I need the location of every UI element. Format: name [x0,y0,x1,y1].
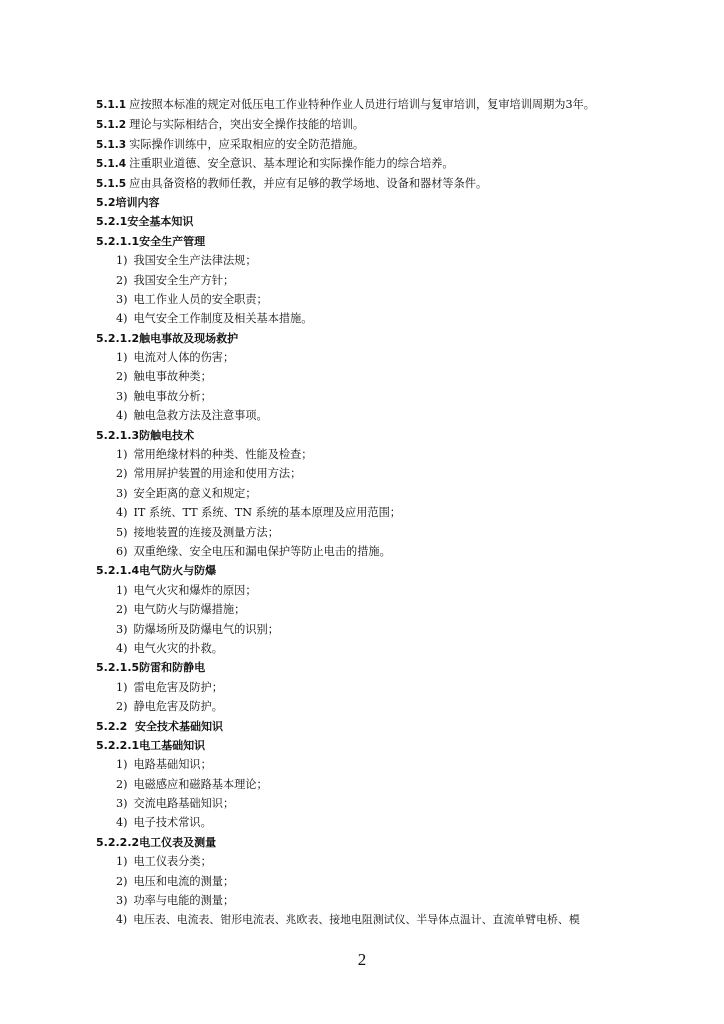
list-item [96,484,636,503]
list-item-text: 电气火灾的扑救。 [133,641,223,655]
page-number: 2 [357,950,367,969]
list-item [96,755,636,774]
list-marker: 5) [116,525,128,539]
list-marker: 3) [116,486,128,500]
list-marker: 3) [116,622,128,636]
list-marker: 3) [116,292,128,306]
list-item [96,872,636,891]
list-item [96,852,636,871]
list-item-text: 静电危害及防护。 [133,700,223,714]
clause-number: 5.1.3 [96,138,127,151]
list-item-text: 电气安全工作制度及相关基本措施。 [133,312,313,326]
list-marker: 1) [116,855,128,869]
list-item [96,620,636,639]
principle-5-1-2 [96,115,636,134]
list-item [96,910,636,929]
list-item [96,600,636,619]
list-item-text: 常用屏护装置的用途和使用方法； [133,467,302,481]
principle-5-1-1 [96,95,636,115]
list-item-text: 触电事故分析； [133,389,212,403]
list-marker: 4) [116,312,128,326]
list-item [96,271,636,290]
list-item-text: 电工作业人员的安全职责； [133,292,268,306]
list-item-text: 触电事故种类； [133,370,212,384]
list-item-text: 接地装置的连接及测量方法； [133,525,279,539]
list-marker: 1) [116,758,128,772]
list-marker: 2) [116,273,128,287]
list-item [96,678,636,697]
section-heading-5-2-1-2: 5.2.1.2触电事故及现场救护 [96,331,239,345]
list-item [96,775,636,794]
list-item [96,542,636,561]
list-marker: 2) [116,370,128,384]
list-item-text: 交流电路基础知识； [133,797,235,811]
section-heading-5-2-1-1: 5.2.1.1安全生产管理 [96,234,206,248]
clause-text: 应由具备资格的教师任教，并应有足够的教学场地、设备和器材等条件。 [129,176,488,190]
list-item-text: 电气火灾和爆炸的原因； [133,583,257,597]
list-item [96,523,636,542]
list-marker: 4) [116,816,128,830]
list-item [96,251,636,270]
principle-5-1-3 [96,135,636,154]
list-item [96,697,636,716]
section-heading-5-2-1-5: 5.2.1.5防雷和防静电 [96,661,206,675]
list-marker: 3) [116,894,128,908]
list-item-text: 双重绝缘、安全电压和漏电保护等防止电击的措施。 [133,545,391,558]
document-body [96,95,636,930]
list-item [96,639,636,658]
principle-5-1-4 [96,154,636,173]
list-item [96,794,636,813]
section-heading-5-2-2: 5.2.2 安全技术基础知识 [96,719,223,733]
list-item [96,406,636,425]
list-marker: 4) [116,506,128,520]
section-heading-5-2-1-3: 5.2.1.3防触电技术 [96,428,195,442]
list-item [96,290,636,309]
list-marker: 6) [116,545,128,558]
list-item-text: 我国安全生产法律法规； [133,254,257,268]
clause-number: 5.1.2 [96,119,127,132]
list-item-text: 常用绝缘材料的种类、性能及检查； [133,448,313,462]
list-marker: 4) [116,641,128,655]
list-item-text: 电压表、电流表、钳形电流表、兆欧表、接地电阻测试仪、半导体点温计、直流单臂电桥、模 [133,913,580,927]
list-item [96,387,636,406]
list-marker: 2) [116,700,128,714]
list-item [96,367,636,386]
list-marker: 2) [116,874,128,888]
list-marker: 1) [116,351,128,365]
list-marker: 2) [116,603,128,617]
clause-number: 5.1.4 [96,158,127,171]
list-item-text: IT 系统、TT 系统、TN 系统的基本原理及应用范围； [133,506,401,520]
list-item-text: 电磁感应和磁路基本理论； [133,777,268,791]
principle-5-1-5 [96,174,636,193]
list-marker: 4) [116,913,128,927]
section-heading-5-2-1-4: 5.2.1.4电气防火与防爆 [96,564,217,578]
list-item-text: 电工仪表分类； [133,855,212,869]
list-item-text: 电压和电流的测量； [133,874,235,888]
clause-text: 注重职业道德、安全意识、基本理论和实际操作能力的综合培养。 [129,157,454,171]
list-item-text: 安全距离的意义和规定； [133,486,257,500]
list-marker: 2) [116,467,128,481]
list-marker: 1) [116,680,128,694]
clause-number: 5.1.5 [96,177,127,190]
list-item-text: 电气防火与防爆措施； [133,603,246,617]
list-marker: 3) [116,797,128,811]
list-item-text: 防爆场所及防爆电气的识别； [133,622,279,636]
list-item [96,503,636,522]
list-item-text: 我国安全生产方针； [133,273,235,287]
section-heading-5-2-2-1: 5.2.2.1电工基础知识 [96,738,206,752]
list-item [96,464,636,483]
list-marker: 1) [116,254,128,268]
section-heading-5-2-2-2: 5.2.2.2电工仪表及测量 [96,835,217,849]
list-marker: 1) [116,583,128,597]
list-item-text: 触电急救方法及注意事项。 [133,409,268,423]
clause-number: 5.1.1 [96,99,127,111]
list-item-text: 电流对人体的伤害； [133,351,235,365]
list-item [96,445,636,464]
list-marker: 1) [116,448,128,462]
list-marker: 2) [116,777,128,791]
list-marker: 4) [116,409,128,423]
list-item [96,309,636,328]
clause-text: 实际操作训练中，应采取相应的安全防范措施。 [129,137,365,151]
list-item [96,581,636,600]
section-heading-5-2: 5.2培训内容 [96,195,160,209]
list-item-text: 雷电危害及防护； [133,680,223,694]
list-item [96,348,636,367]
list-item-text: 电子技术常识。 [133,816,212,830]
list-item [96,813,636,832]
section-heading-5-2-1: 5.2.1安全基本知识 [96,215,194,229]
list-item-text: 电路基础知识； [133,758,212,772]
clause-text: 理论与实际相结合，突出安全操作技能的培训。 [129,118,365,132]
list-item [96,891,636,910]
list-item-text: 功率与电能的测量； [133,894,235,908]
list-marker: 3) [116,389,128,403]
clause-text: 应按照本标准的规定对低压电工作业特种作业人员进行培训与复审培训，复审培训周期为3年。 [129,98,595,111]
